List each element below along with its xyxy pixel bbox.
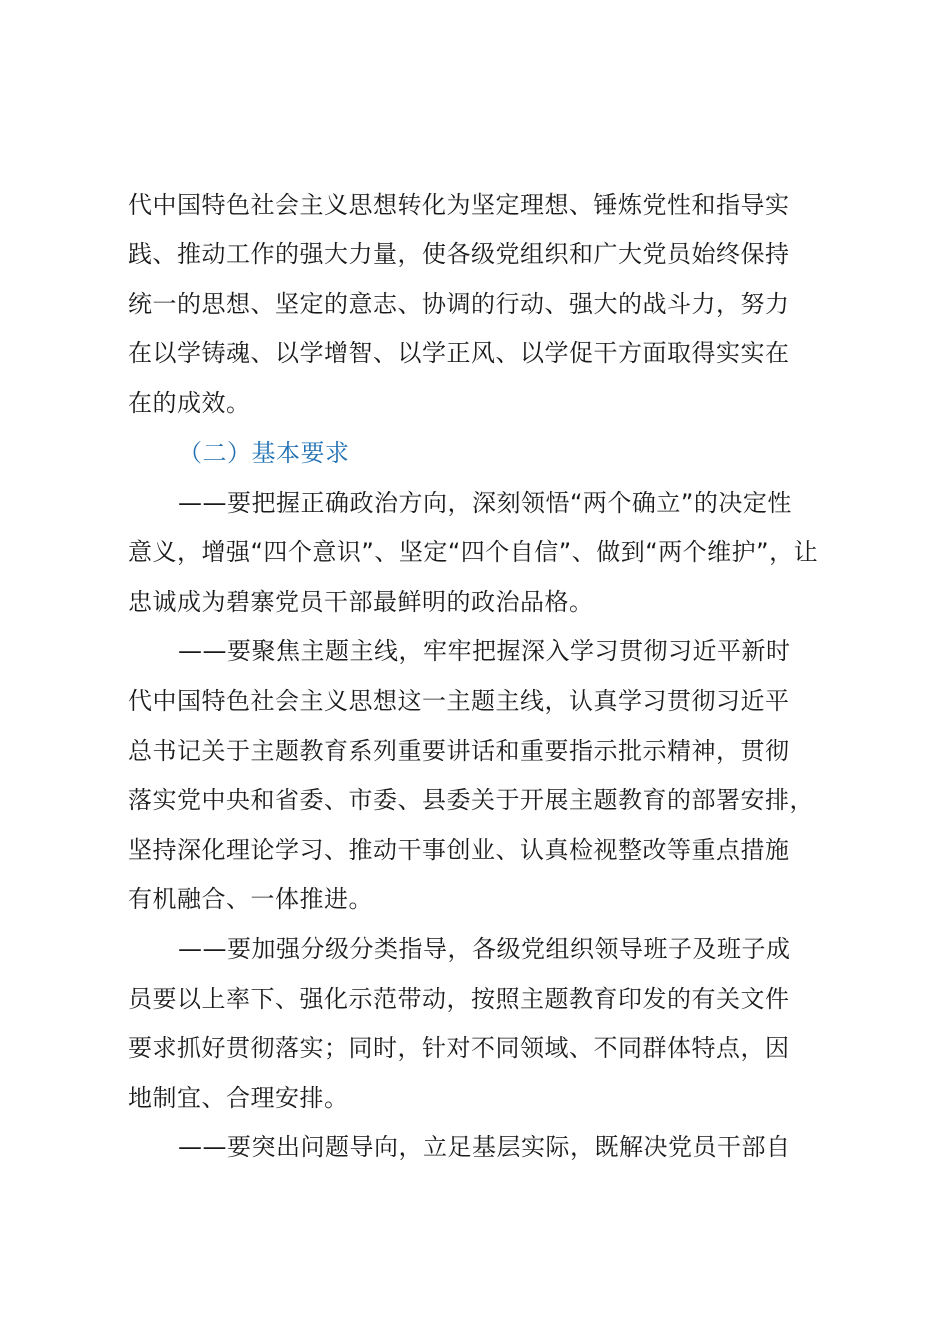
text-line: ——要加强分级分类指导，各级党组织领导班子及班子成 [178,935,791,963]
text-line: 代中国特色社会主义思想转化为坚定理想、锤炼党性和指导实 [128,191,790,219]
text-line: 在的成效。 [128,389,251,417]
text-line: 践、推动工作的强大力量，使各级党组织和广大党员始终保持 [128,240,790,268]
text-line: ——要把握正确政治方向，深刻领悟“两个确立”的决定性 [178,489,792,517]
text-line: 在以学铸魂、以学增智、以学正风、以学促干方面取得实实在 [128,339,790,367]
text-line: 忠诚成为碧寨党员干部最鲜明的政治品格。 [128,588,594,616]
text-line: 统一的思想、坚定的意志、协调的行动、强大的战斗力，努力 [128,290,790,318]
text-line: 有机融合、一体推进。 [128,885,373,913]
text-line: 意义，增强“四个意识”、坚定“四个自信”、做到“两个维护”，让 [128,538,819,566]
text-line: 代中国特色社会主义思想这一主题主线，认真学习贯彻习近平 [128,687,790,715]
text-line: ——要突出问题导向，立足基层实际，既解决党员干部自 [178,1133,791,1161]
section-heading: （二）基本要求 [178,439,350,467]
text-line: 地制宜、合理安排。 [128,1084,349,1112]
text-line: 总书记关于主题教育系列重要讲话和重要指示批示精神，贯彻 [128,737,790,765]
text-line: 要求抓好贯彻落实；同时，针对不同领域、不同群体特点，因 [128,1034,790,1062]
text-line: ——要聚焦主题主线，牢牢把握深入学习贯彻习近平新时 [178,637,791,665]
text-line: 员要以上率下、强化示范带动，按照主题教育印发的有关文件 [128,985,790,1013]
text-line: 坚持深化理论学习、推动干事创业、认真检视整改等重点措施 [128,836,790,864]
text-line: 落实党中央和省委、市委、县委关于开展主题教育的部署安排， [128,786,814,814]
